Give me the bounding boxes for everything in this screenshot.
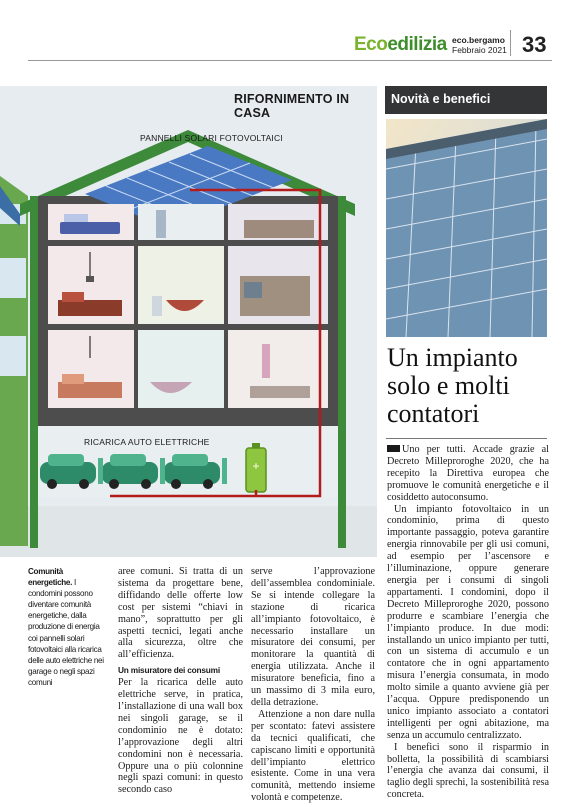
electric-cars bbox=[40, 454, 220, 489]
illustration-title: RIFORNIMENTO IN CASA bbox=[234, 92, 350, 120]
label-car-charging: RICARICA AUTO ELETTRICHE bbox=[84, 437, 210, 447]
column-paragraph: Attenzione a non dare nulla per scontato: fatevi assistere da tecnici qualificati, che capiscano limiti e opportunità dell’impianto elettrico esistente. Come in una vera comunità, mettendo insieme volontà e competenze. bbox=[251, 708, 375, 804]
lead-square-icon bbox=[387, 445, 400, 452]
column-paragraph: Per la ricarica delle auto elettriche serve, in pratica, l’installazione di una wall box nei singoli garage, se il condominio ne è dotato: l’approvazione degli altri condomini non è necessaria. Oppure una o più colonnine negli spazi comuni: in questo secondo caso bbox=[118, 677, 243, 796]
article-paragraph: Un impianto fotovoltaico in un condominio, prima di questo importante passaggio, poteva garantire energia rinnovabile per gli usi comuni, ad esempio per l’ascensore e l’illuminazione, oppure generare energia per i consumi di singoli appartamenti. I condomini, dopo il Decreto Milleproroghe 2020, possono produrre e scambiare l’energia che l’impianto produce. In due modi: installando un unico impianto per tutti, con un sistema di accumulo e un contatore che in ogni appartamento misura l’energia consumata, in modo molto simile a quanto avviene già per l’acqua. Oppure predisponendo un unico impianto associato a contatori intelligenti per ogni abitazione, ma senza un accumulo centralizzato. bbox=[387, 503, 549, 741]
subheading: Un misuratore dei consumi bbox=[118, 665, 220, 676]
article-paragraph: I benefici sono il risparmio in bolletta, la possibilità di scambiarsi l’energia che avanza dai consumi, il taglio degli sprechi, la sostenibilità resa concreta. bbox=[387, 741, 549, 801]
section-label: Novità e benefici bbox=[385, 86, 547, 114]
page-number: 33 bbox=[522, 32, 547, 57]
house-drawing bbox=[0, 86, 377, 557]
photo-image bbox=[386, 119, 547, 337]
illustration-caption: Comunità energetiche. I condomini possono diventare comunità energetiche, dalla produzione di energia coi pannelli solari fotovoltaici alla ricarica delle auto elettriche nei garage o negli spazi comuni bbox=[28, 567, 104, 687]
article-column-2 bbox=[118, 566, 243, 796]
section-brand: Ecoedilizia bbox=[354, 34, 447, 55]
svg-text:+: + bbox=[252, 459, 260, 473]
issue-date: Febbraio 2021 bbox=[452, 45, 507, 55]
headline-rule bbox=[386, 438, 547, 439]
article-paragraph: Uno per tutti. Accade grazie al Decreto Milleproroghe 2020, che ha recepito la Direttiva europea che promuove le comunità energetiche e il cosiddetto autoconsumo. bbox=[387, 444, 549, 503]
article-column-3 bbox=[251, 566, 375, 804]
page-header bbox=[0, 0, 580, 62]
sidebar-article bbox=[387, 444, 549, 801]
label-solar-panels: PANNELLI SOLARI FOTOVOLTAICI bbox=[140, 133, 283, 143]
header-rule bbox=[28, 60, 552, 61]
publication-name: eco.bergamo bbox=[452, 35, 505, 45]
article-headline: Un impianto solo e molti contatori bbox=[387, 343, 518, 428]
publication-info bbox=[452, 35, 507, 55]
header-divider bbox=[510, 30, 511, 56]
house-illustration bbox=[0, 86, 377, 557]
column-paragraph: serve l’approvazione dell’assemblea condominiale. Se si intende collegare la stazione di ricarica all’impianto fotovoltaico, è necessario installare un misuratore dei consumi, per monitorare la quantità di energia utilizzata. Anche il misuratore beneficia, fino a un massimo di 3 mila euro, della detrazione. bbox=[251, 566, 375, 708]
solar-panels-photo bbox=[386, 119, 547, 337]
column-paragraph: aree comuni. Si tratta di un sistema da progettare bene, diffidando delle offerte low cost per sistemi “chiavi in mano”, soprattutto per gli aspetti tecnici, legati anche alla sicurezza, oltre che all’efficienza. bbox=[118, 566, 243, 661]
